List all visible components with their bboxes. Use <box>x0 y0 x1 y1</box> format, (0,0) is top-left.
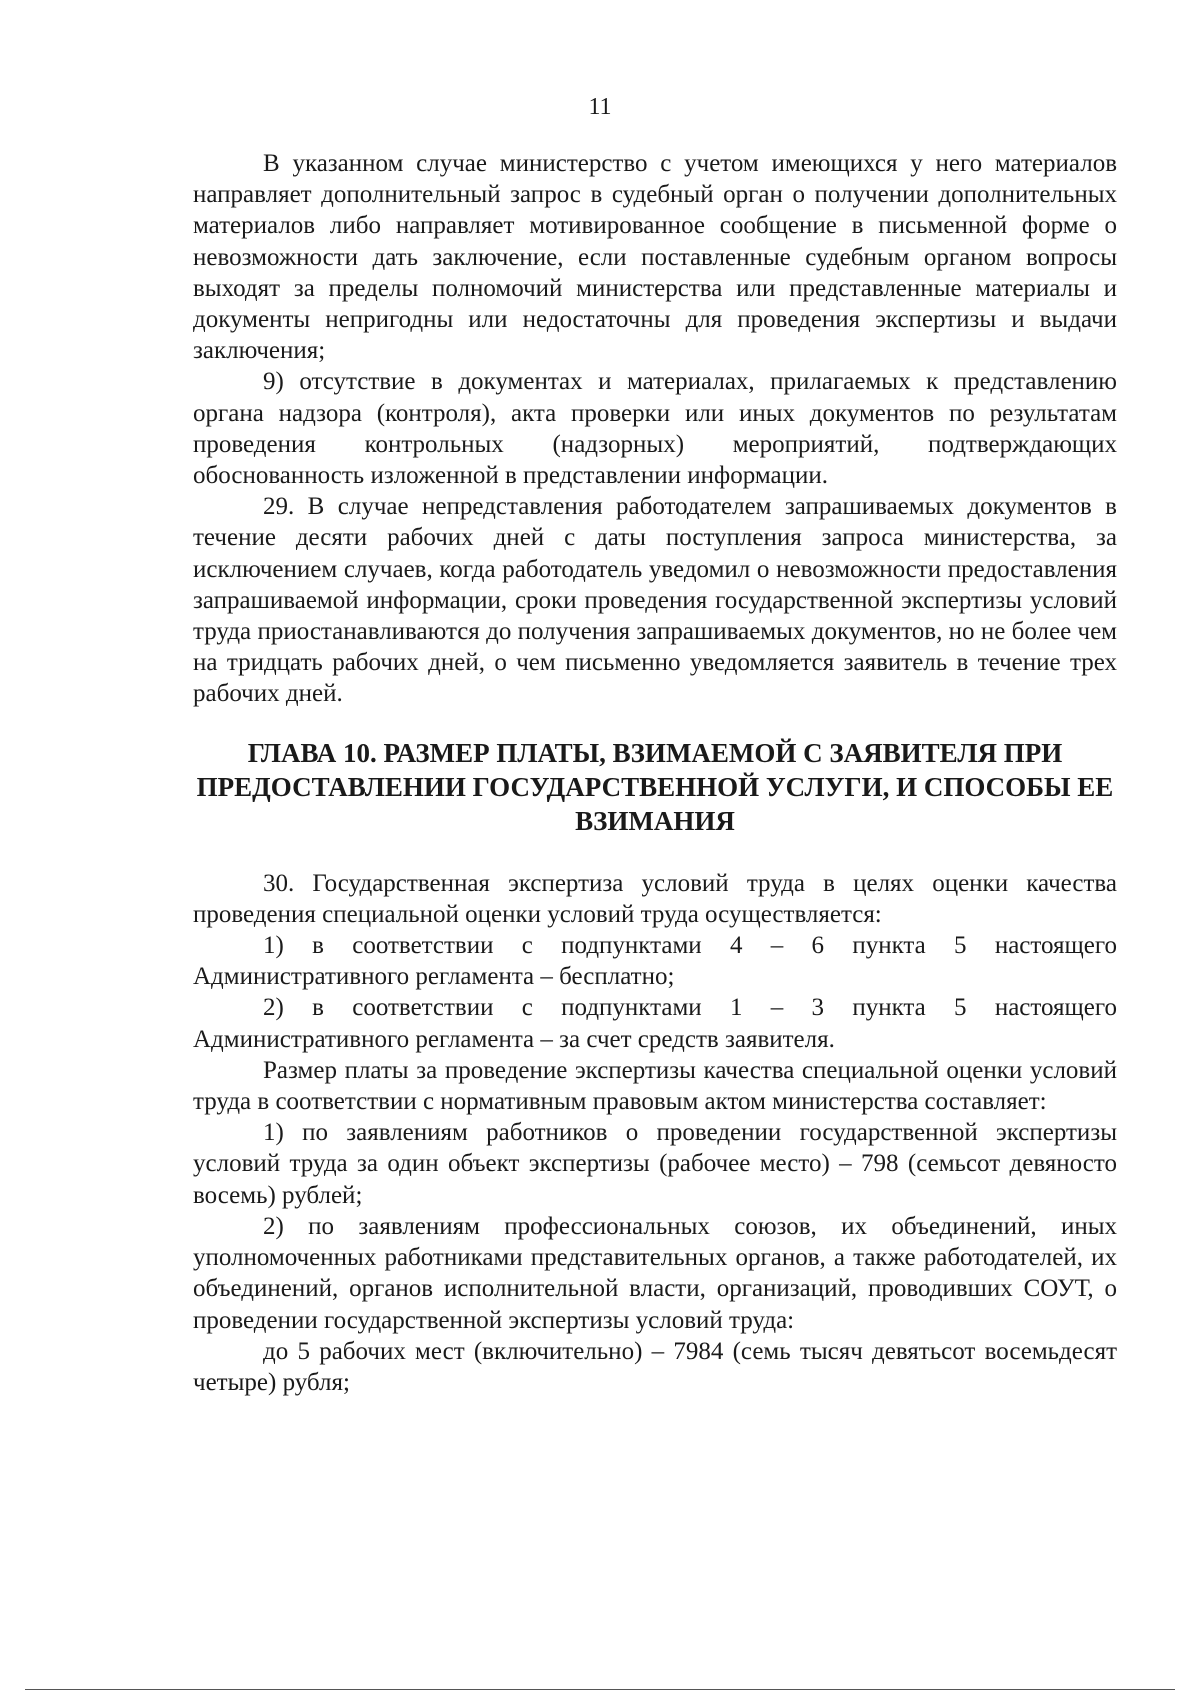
paragraph-item-9: 9) отсутствие в документах и материалах, прилагаемых к представлению органа надзора (контроля), акта проверки или иных документов по результатам проведения контрольных (надзорных) мероприятий, подтверждающих обоснованность изложенной в представлении информации. <box>193 368 1117 490</box>
page-content <box>193 148 1117 1398</box>
paragraph-fee-organizations: 2) по заявлениям профессиональных союзов, их объединений, иных уполномоченных работниками представительных органов, а также работодателей, их объединений, органов исполнительной власти, организаций, проводивших СОУТ, о проведении государственной экспертизы условий труда: <box>193 1212 1117 1334</box>
paragraph-fee-up-to-5: до 5 рабочих мест (включительно) – 7984 (семь тысяч девятьсот восемьдесят четыре) рубля; <box>193 1337 1117 1396</box>
chapter-heading-line-2: ПРЕДОСТАВЛЕНИИ ГОСУДАРСТВЕННОЙ УСЛУГИ, И СПОСОБЫ ЕЕ <box>196 771 1114 802</box>
page-number: 11 <box>588 94 612 120</box>
chapter-heading-line-3: ВЗИМАНИЯ <box>575 805 735 836</box>
paragraph-fee-employees: 1) по заявлениям работников о проведении государственной экспертизы условий труда за один объект экспертизы (рабочее место) – 798 (семьсот девяносто восемь) рублей; <box>193 1119 1117 1209</box>
chapter-heading-line-1: ГЛАВА 10. РАЗМЕР ПЛАТЫ, ВЗИМАЕМОЙ С ЗАЯВИТЕЛЯ ПРИ <box>247 737 1063 768</box>
paragraph-fee-amount: Размер платы за проведение экспертизы качества специальной оценки условий труда в соответствии с нормативным правовым актом министерства составляет: <box>193 1056 1117 1116</box>
chapter-heading <box>193 736 1117 838</box>
paragraph-ministry-response: В указанном случае министерство с учетом имеющихся у него материалов направляет дополнительный запрос в судебный орган о получении дополнительных материалов либо направляет мотивированное сообщение в письменной форме о невозможности дать заключение, если поставленные судебным органом вопросы выходят за пределы полномочий министерства или представленные материалы и документы непригодны или недостаточны для проведения экспертизы и выдачи заключения; <box>193 150 1117 365</box>
paragraph-paid-by-applicant: 2) в соответствии с подпунктами 1 – 3 пункта 5 настоящего Административного регламента – за счет средств заявителя. <box>193 994 1117 1053</box>
bottom-scan-edge <box>25 1689 1175 1690</box>
paragraph-clause-30: 30. Государственная экспертиза условий труда в целях оценки качества проведения специальной оценки условий труда осуществляется: <box>193 869 1117 928</box>
paragraph-clause-29: 29. В случае непредставления работодателем запрашиваемых документов в течение десяти рабочих дней с даты поступления запроса министерства, за исключением случаев, когда работодатель уведомил о невозможности предоставления запрашиваемой информации, сроки проведения государственной экспертизы условий труда приостанавливаются до получения запрашиваемых документов, но не более чем на тридцать рабочих дней, о чем письменно уведомляется заявитель в течение трех рабочих дней. <box>193 493 1117 708</box>
paragraph-free-of-charge: 1) в соответствии с подпунктами 4 – 6 пункта 5 настоящего Административного регламента – бесплатно; <box>193 932 1117 991</box>
